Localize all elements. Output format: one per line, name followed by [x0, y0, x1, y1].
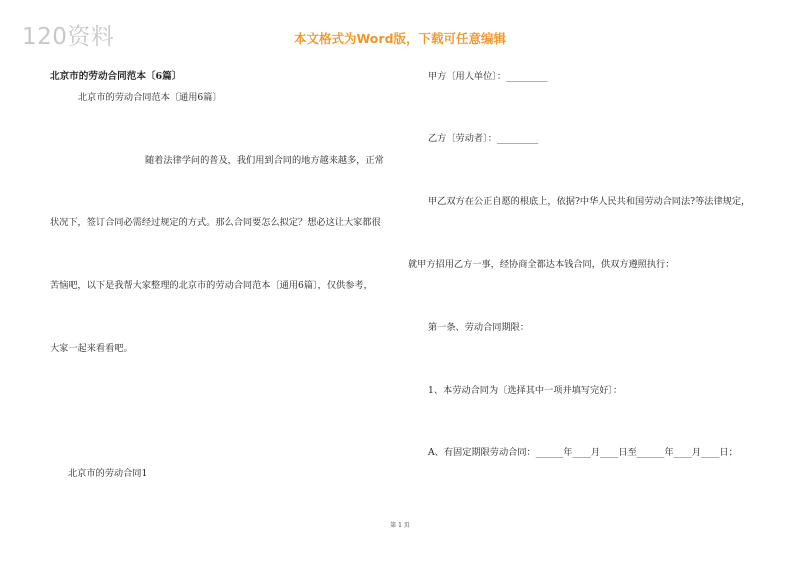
document-subtitle: 北京市的劳动合同范本〔通用6篇〕 — [78, 92, 222, 103]
intro-line-4: 大家一起来看看吧。 — [50, 343, 133, 354]
agreement-line-2: 就甲方招用乙方一事，经协商全都达本钱合同，供双方遵照执行： — [408, 259, 675, 270]
agreement-line-1: 甲乙双方在公正自愿的根底上，依据?中华人民共和国劳动合同法?等法律规定， — [428, 196, 751, 207]
article-1-heading: 第一条、劳动合同期限： — [428, 322, 530, 333]
page-number: 第 1 页 — [390, 522, 410, 529]
intro-line-2: 状况下，签订合同必需经过规定的方式。那么合同要怎么拟定？想必这让大家都很 — [50, 217, 381, 228]
intro-line-1: 随着法律学问的普及，我们用到合同的地方越来越多，正常 — [145, 155, 384, 166]
intro-line-3: 苦恼吧，以下是我帮大家整理的北京市的劳动合同范本〔通用6篇〕，仅供参考， — [50, 280, 373, 291]
clause-1: 1、本劳动合同为〔选择其中一项并填写完好〕： — [428, 385, 623, 396]
party-a-line: 甲方〔用人单位〕：_________ — [428, 71, 548, 82]
clause-a-fixed-term: A、有固定期限劳动合同：______年____月____日至______年____月____日； — [428, 447, 738, 458]
format-banner: 本文格式为Word版，下载可任意编辑 — [293, 31, 507, 46]
party-b-line: 乙方〔劳动者〕：_________ — [428, 133, 539, 144]
watermark-logo: 120资料 — [22, 24, 115, 50]
document-title: 北京市的劳动合同范本〔6篇〕 — [50, 71, 182, 82]
section-heading: 北京市的劳动合同1 — [68, 468, 148, 479]
